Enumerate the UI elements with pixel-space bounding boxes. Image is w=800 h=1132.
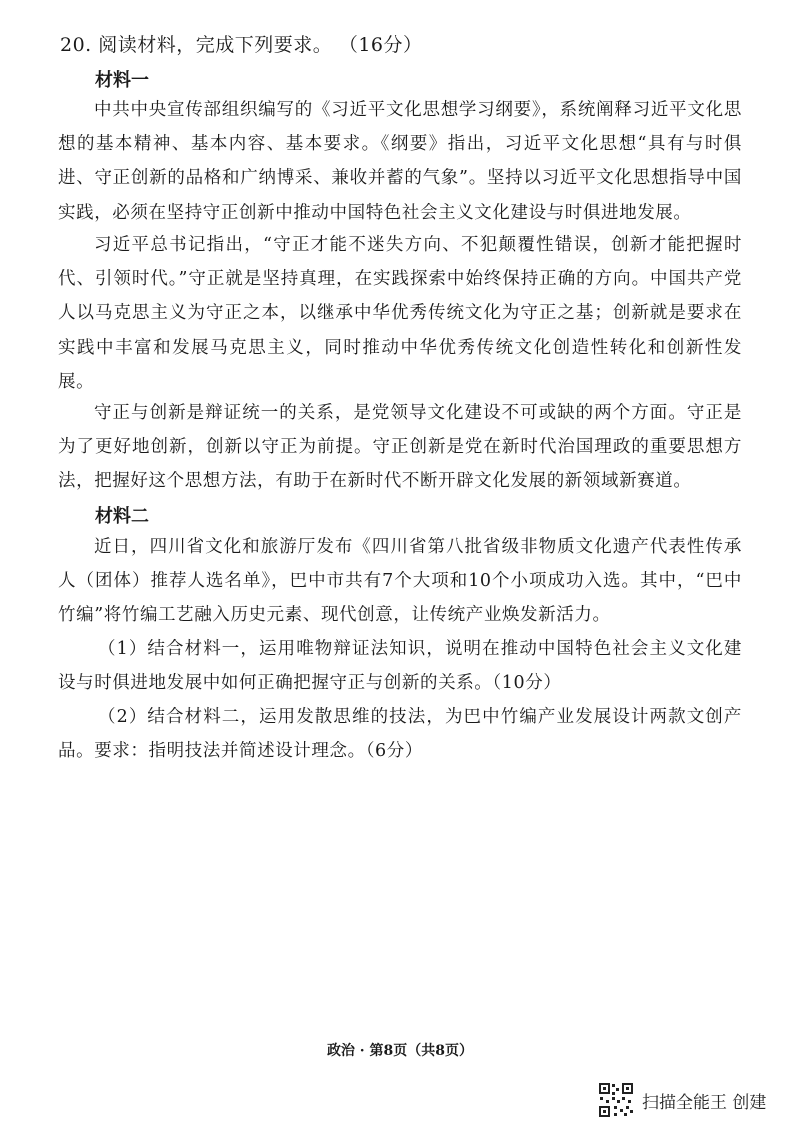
sub-question-1: （1）结合材料一，运用唯物辩证法知识，说明在推动中国特色社会主义文化建设与时俱进地发展中如何正确把握守正与创新的关系。（10分） xyxy=(58,639,742,693)
material1-heading: 材料一 xyxy=(95,70,149,91)
material1-paragraph: 守正与创新是辩证统一的关系，是党领导文化建设不可或缺的两个方面。守正是为了更好地创新，创新以守正为前提。守正创新是党在新时代治国理政的重要思想方法，把握好这个思想方法，有助于在新时代不断开辟文化发展的新领域新赛道。 xyxy=(58,403,742,492)
question-score: （16分） xyxy=(338,34,423,56)
material1-paragraph: 习近平总书记指出，“守正才能不迷失方向、不犯颠覆性错误，创新才能把握时代、引领时代。”守正就是坚持真理，在实践探索中始终保持正确的方向。中国共产党人以马克思主义为守正之本，以继承中华优秀传统文化为守正之基；创新就是要求在实践中丰富和发展马克思主义，同时推动中华优秀传统文化创造性转化和创新性发展。 xyxy=(58,235,742,392)
material1-paragraph: 中共中央宣传部组织编写的《习近平文化思想学习纲要》，系统阐释习近平文化思想的基本精神、基本内容、基本要求。《纲要》指出，习近平文化思想“具有与时俱进、守正创新的品格和广纳博采、兼收并蓄的气象”。坚持以习近平文化思想指导中国实践，必须在坚持守正创新中推动中国特色社会主义文化建设与时俱进地发展。 xyxy=(58,100,742,223)
question-title xyxy=(60,30,423,57)
watermark-text: 扫描全能王 创建 xyxy=(642,1092,767,1113)
page-footer: 政治 · 第8页（共8页） xyxy=(326,1043,474,1059)
scanner-watermark xyxy=(598,1082,766,1118)
sub-question-2: （2）结合材料二，运用发散思维的技法，为巴中竹编产业发展设计两款文创产品。要求：指明技法并简述设计理念。（6分） xyxy=(58,707,742,761)
question-prompt: 阅读材料，完成下列要求。 xyxy=(98,34,333,56)
material2-heading: 材料二 xyxy=(95,506,149,527)
qr-code-icon xyxy=(598,1082,634,1118)
question-number: 20. xyxy=(60,34,92,56)
material2-paragraph: 近日，四川省文化和旅游厅发布《四川省第八批省级非物质文化遗产代表性传承人（团体）推荐人选名单》，巴中市共有7个大项和10个小项成功入选。其中，“巴中竹编”将竹编工艺融入历史元素、现代创意，让传统产业焕发新活力。 xyxy=(58,537,742,626)
